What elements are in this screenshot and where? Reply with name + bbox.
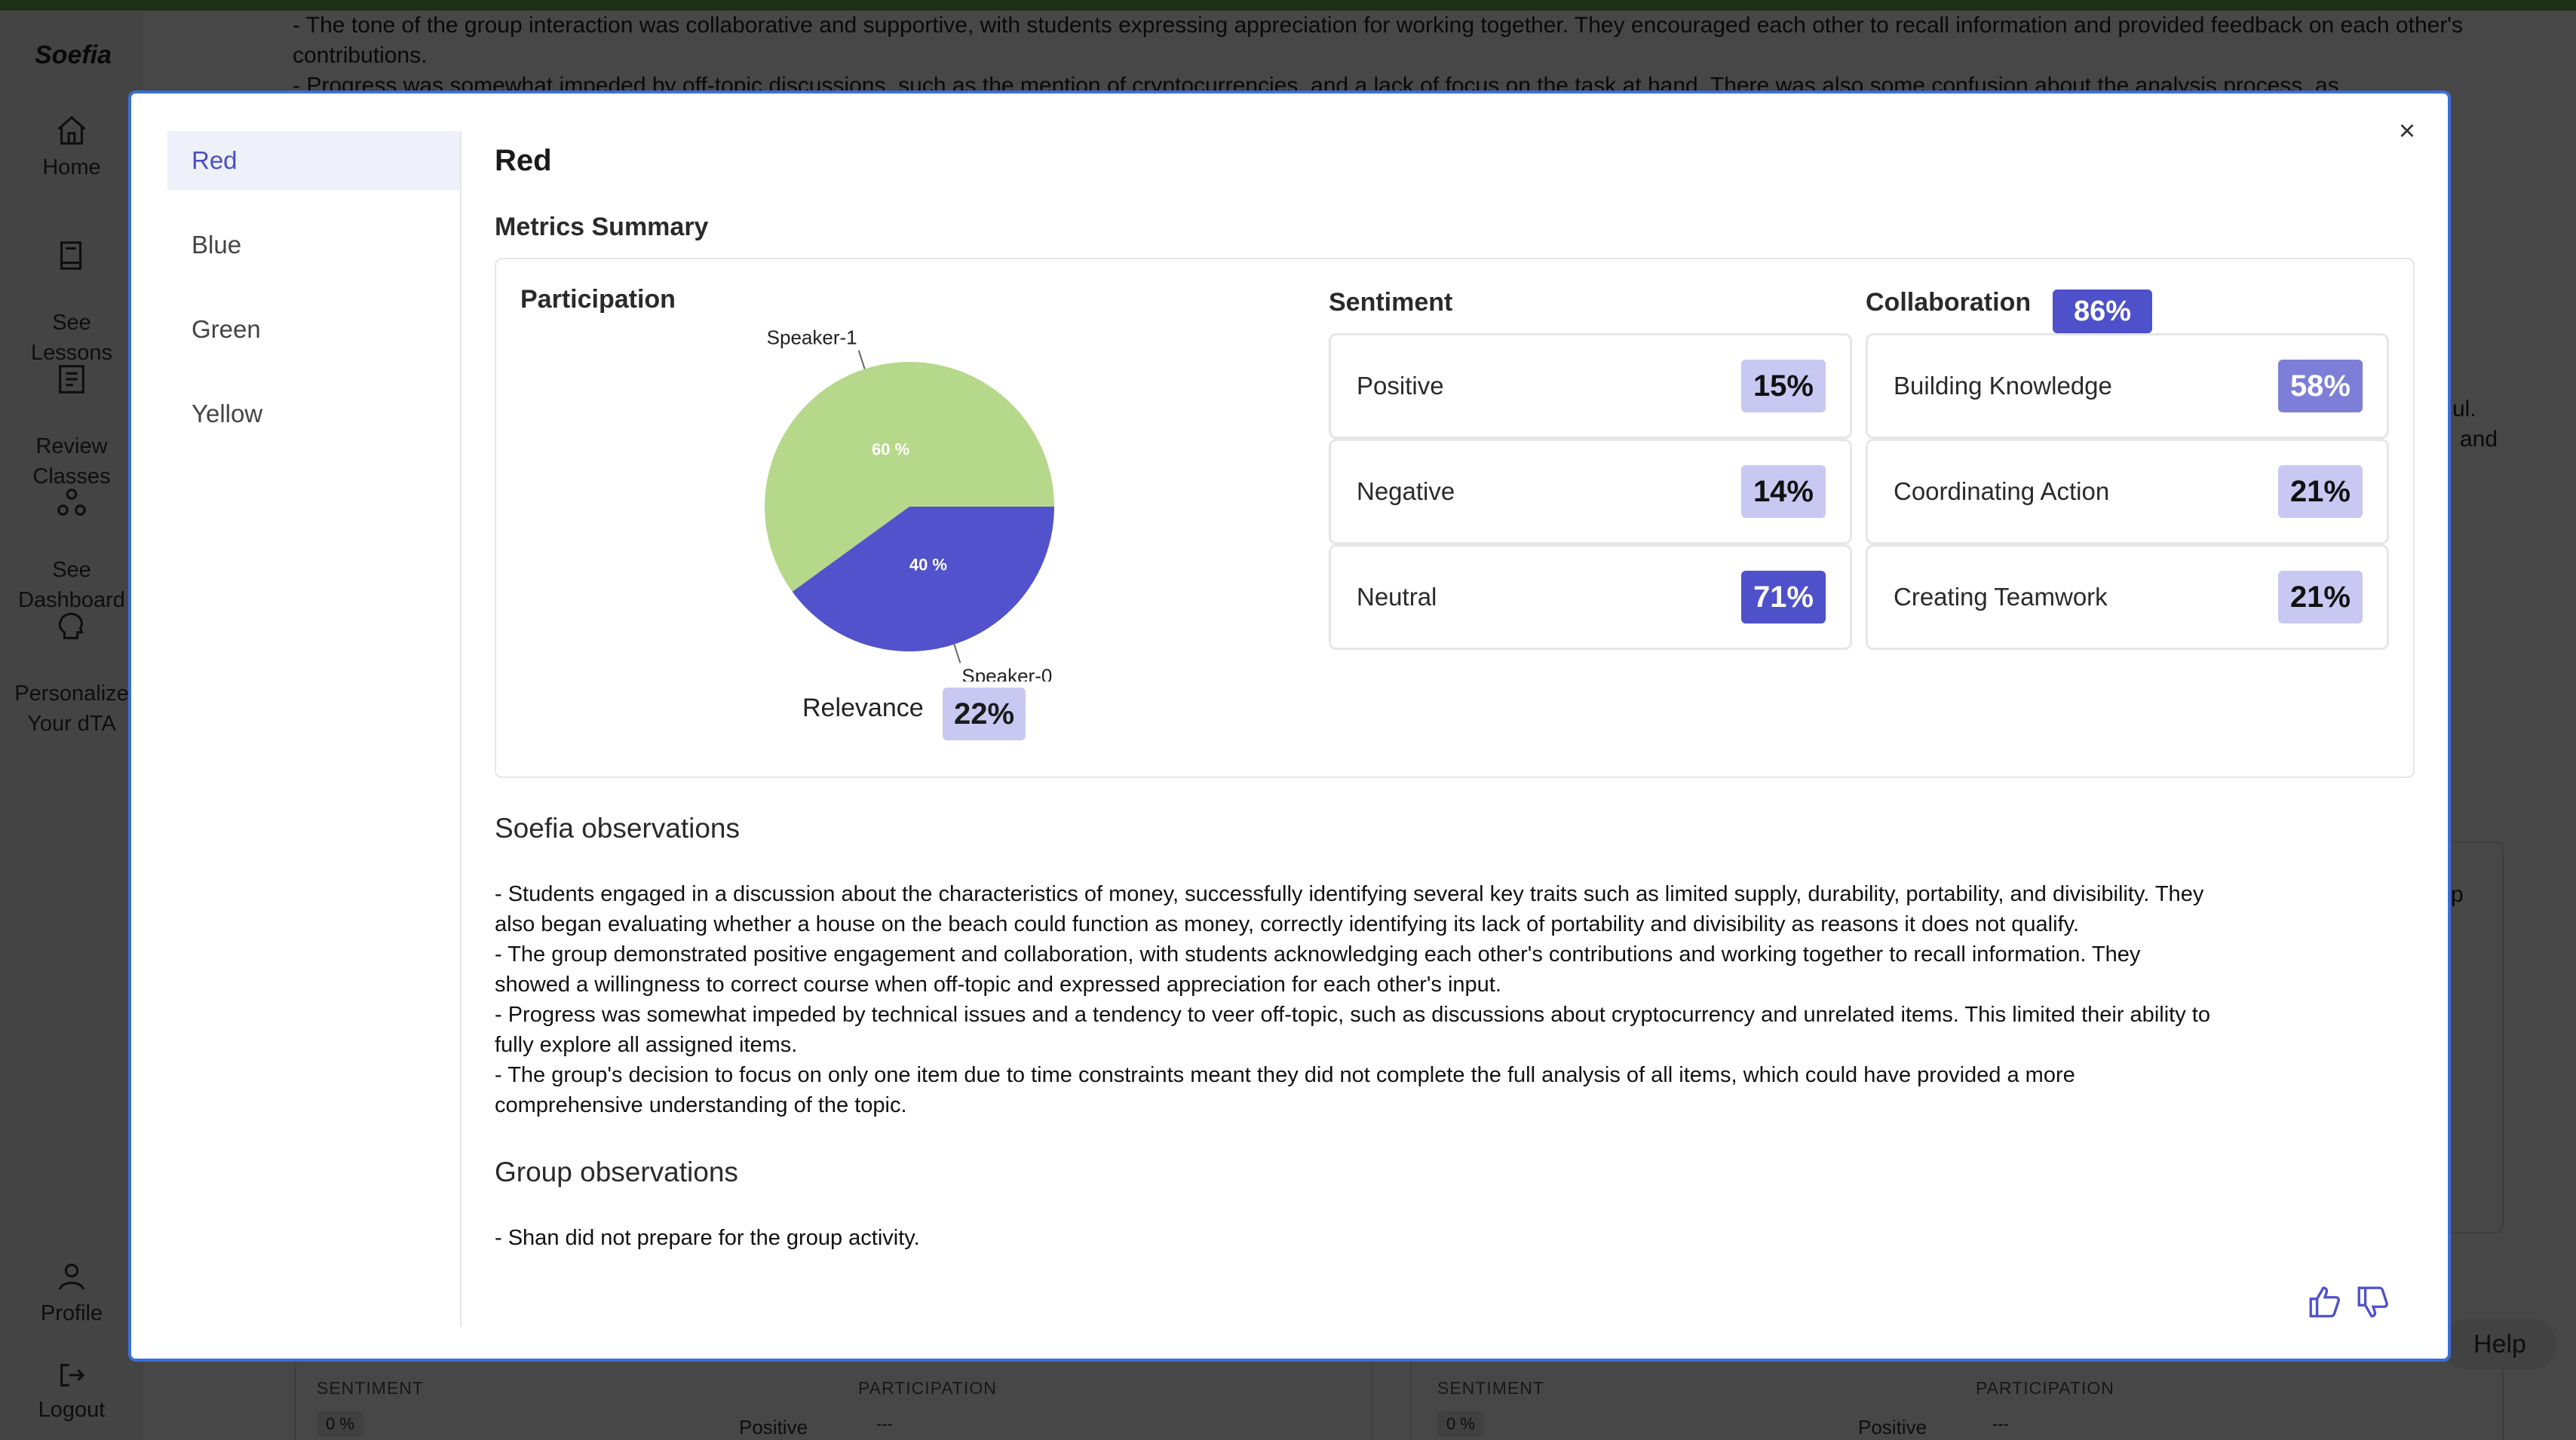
sentiment-neutral-badge: 71%: [1741, 571, 1826, 623]
close-icon[interactable]: ×: [2398, 115, 2416, 147]
soefia-observations-text: - Students engaged in a discussion about the characteristics of money, successfully identifying several key traits such as limited supply, durability, portability, and divisibility. They also began evaluating whether a house on the beach could function as money, correctly identifying its lack of portability and divisibility as reasons it does not qualify. - The group demonstrated positive engagement and collaboration, with students acknowledging each other's contributions and working together to recall information. They showed a willingness to correct course when off-topic and expressed appreciation for each other's input. - Progress was somewhat impeded by technical issues and a tendency to veer off-topic, such as discussions about cryptocurrency and unrelated items. This limited their ability to fully explore all assigned items. - The group's decision to focus on only one item due to time constraints meant they did not complete the full analysis of all items, which could have provided a more comprehensive understanding of the topic.: [495, 882, 2210, 1117]
collaboration-title: Collaboration: [1866, 288, 2032, 317]
thumbs-down-icon[interactable]: [2354, 1283, 2392, 1321]
metrics-summary-title: Metrics Summary: [495, 213, 709, 241]
sentiment-negative-label: Negative: [1357, 477, 1455, 505]
soefia-observations-title: Soefia observations: [495, 813, 740, 844]
metrics-summary-panel: [495, 258, 2415, 778]
group-observations-title: Group observations: [495, 1157, 738, 1187]
group-observations-text: - Shan did not prepare for the group activity.: [495, 1226, 920, 1250]
thumbs-up-icon[interactable]: [2306, 1283, 2344, 1321]
tab-green[interactable]: Green: [192, 315, 261, 343]
sentiment-neutral-label: Neutral: [1357, 583, 1437, 611]
participation-pie-chart: [745, 320, 1092, 682]
relevance-badge: 22%: [943, 688, 1026, 740]
sentiment-negative-badge: 14%: [1741, 465, 1826, 518]
collab-building-knowledge-card: [1866, 333, 2389, 439]
tab-red[interactable]: Red: [167, 131, 460, 190]
sentiment-neutral-card: [1329, 544, 1852, 650]
pie-svg: [745, 320, 1092, 682]
pie-category-label-speaker-1: Speaker-1: [766, 326, 857, 349]
group-tabs: [167, 131, 462, 1327]
collab-creating-teamwork-label: Creating Teamwork: [1894, 583, 2108, 611]
group-details-modal: [128, 90, 2451, 1362]
collab-building-knowledge-label: Building Knowledge: [1894, 372, 2112, 400]
sentiment-positive-card: [1329, 333, 1852, 439]
sentiment-title: Sentiment: [1329, 288, 1453, 317]
relevance-label: Relevance: [802, 694, 924, 722]
tab-yellow[interactable]: Yellow: [192, 400, 263, 427]
pie-leader-speaker-1: [859, 351, 865, 369]
pie-category-label-speaker-0: Speaker-0: [961, 664, 1053, 682]
collab-building-knowledge-badge: 58%: [2278, 360, 2363, 412]
sentiment-negative-card: [1329, 439, 1852, 544]
page-title: Red: [495, 144, 552, 177]
collab-coordinating-action-badge: 21%: [2278, 465, 2363, 518]
participation-title: Participation: [520, 285, 676, 314]
collab-coordinating-action-card: [1866, 439, 2389, 544]
tab-blue[interactable]: Blue: [192, 231, 242, 259]
pie-value-label-speaker-0: 40 %: [909, 555, 947, 574]
pie-value-label-speaker-1: 60 %: [872, 440, 910, 459]
collab-coordinating-action-label: Coordinating Action: [1894, 477, 2110, 505]
sentiment-positive-badge: 15%: [1741, 360, 1826, 412]
collaboration-badge: 86%: [2053, 290, 2152, 333]
pie-leader-speaker-0: [954, 645, 960, 663]
collab-creating-teamwork-badge: 21%: [2278, 571, 2363, 623]
sentiment-positive-label: Positive: [1357, 372, 1444, 400]
collab-creating-teamwork-card: [1866, 544, 2389, 650]
